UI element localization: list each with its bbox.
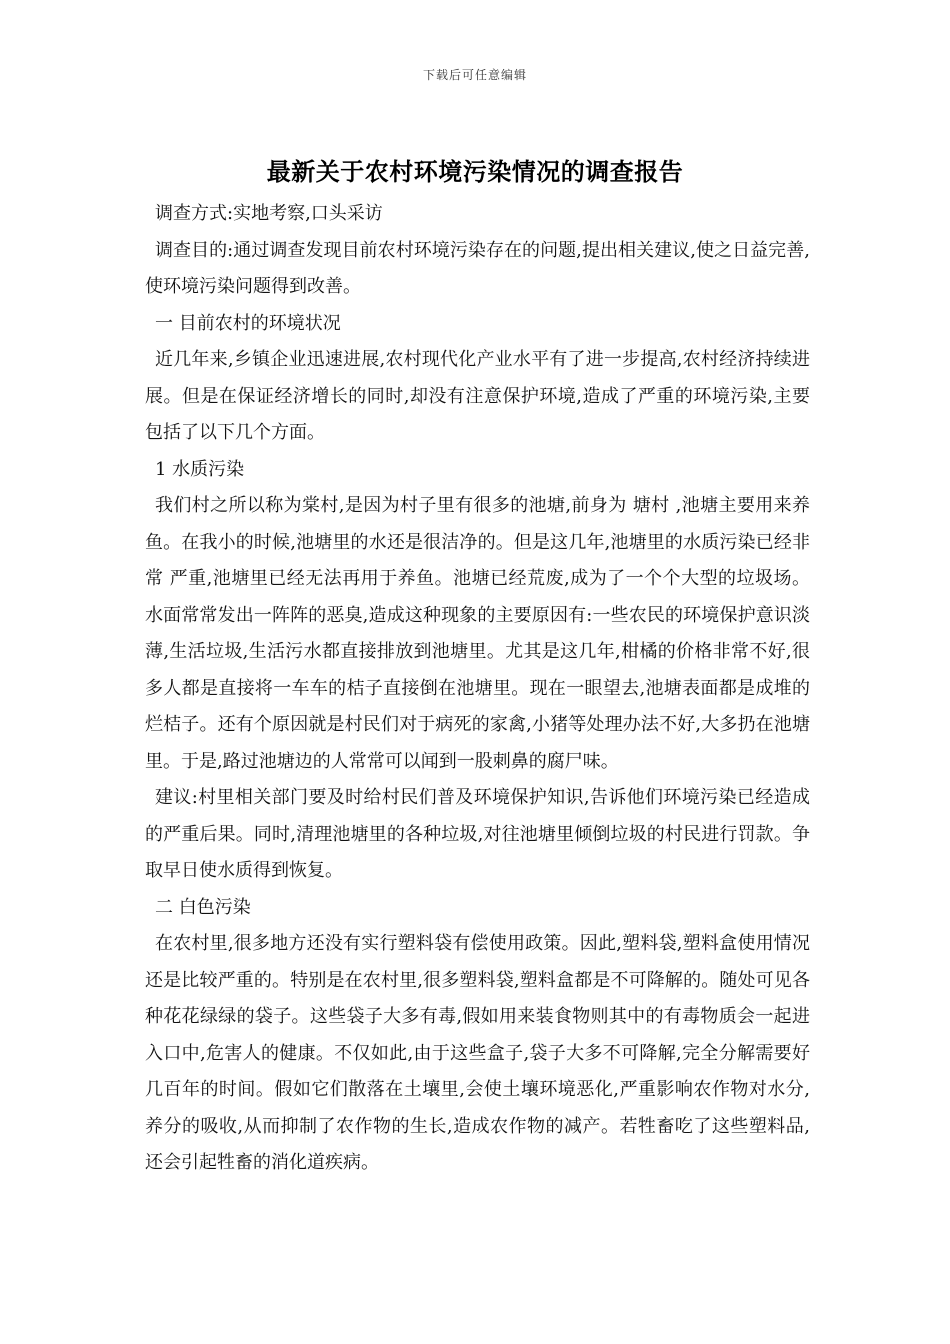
- section-1-heading: 一 目前农村的环境状况: [155, 312, 341, 334]
- section-1-paragraph: 近几年来,乡镇企业迅速进展,农村现代化产业水平有了进一步提高,农村经济持续进展。但是在保证经济增长的同时,却没有注意保护环境,造成了严重的环境污染,主要包括了以下几个方面。: [145, 349, 810, 443]
- survey-purpose-paragraph: 调查目的:通过调查发现目前农村环境污染存在的问题,提出相关建议,使之日益完善,使环境污染问题得到改善。: [145, 239, 810, 297]
- water-pollution-heading: 1 水质污染: [155, 458, 245, 480]
- white-pollution-paragraph: 在农村里,很多地方还没有实行塑料袋有偿使用政策。因此,塑料袋,塑料盒使用情况还是比较严重的。特别是在农村里,很多塑料袋,塑料盒都是不可降解的。随处可见各种花花绿绿的袋子。这些袋子大多有毒,假如用来装食物则其中的有毒物质会一起进入口中,危害人的健康。不仅如此,由于这些盒子,袋子大多不可降解,完全分解需要好几百年的时间。假如它们散落在土壤里,会使土壤环境恶化,严重影响农作物对水分,养分的吸收,从而抑制了农作物的生长,造成农作物的减产。若牲畜吃了这些塑料品,还会引起牲畜的消化道疾病。: [145, 933, 810, 1173]
- white-pollution-heading: 二 白色污染: [155, 896, 251, 918]
- survey-method-paragraph: 调查方式:实地考察,口头采访: [155, 203, 383, 224]
- water-suggestion-paragraph: 建议:村里相关部门要及时给村民们普及环境保护知识,告诉他们环境污染已经造成的严重后果。同时,清理池塘里的各种垃圾,对往池塘里倾倒垃圾的村民进行罚款。争取早日使水质得到恢复。: [145, 787, 810, 881]
- page-header-note: 下载后可任意编辑: [422, 68, 527, 82]
- document-title: 最新关于农村环境污染情况的调查报告: [266, 157, 684, 186]
- water-pollution-paragraph: 我们村之所以称为棠村,是因为村子里有很多的池塘,前身为 塘村 ,池塘主要用来养鱼。在我小的时候,池塘里的水还是很洁净的。但是这几年,池塘里的水质污染已经非常 严重,池塘里已经无法再用于养鱼。池塘已经荒废,成为了一个个大型的垃圾场。水面常常发出一阵阵的恶臭,造成这种现象的主要原因有:一些农民的环境保护意识淡薄,生活垃圾,生活污水都直接排放到池塘里。尤其是这几年,柑橘的价格非常不好,很多人都是直接将一车车的桔子直接倒在池塘里。现在一眼望去,池塘表面都是成堆的烂桔子。还有个原因就是村民们对于病死的家禽,小猪等处理办法不好,大多扔在池塘里。于是,路过池塘边的人常常可以闻到一股刺鼻的腐尸味。: [145, 495, 810, 772]
- document-body: [145, 196, 810, 1182]
